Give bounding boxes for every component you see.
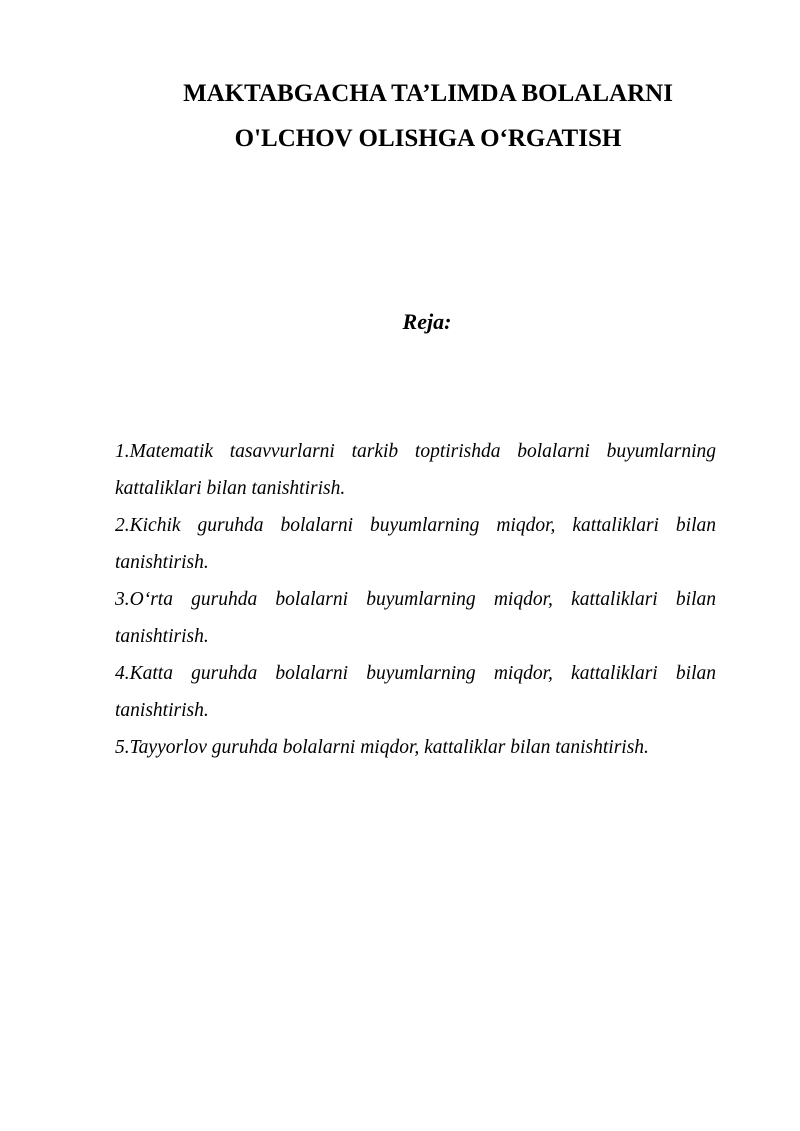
plan-item-4: 4.Katta guruhda bolalarni buyumlarning miqdor, kattaliklari bilan tanishtirish. <box>115 663 716 721</box>
plan-list <box>115 433 716 766</box>
document-title-line-1: MAKTABGACHA TA’LIMDA BOLALARNI <box>183 80 673 107</box>
plan-item-3: 3.O‘rta guruhda bolalarni buyumlarning miqdor, kattaliklari bilan tanishtirish. <box>115 589 716 647</box>
plan-item-1: 1.Matematik tasavvurlarni tarkib toptirishda bolalarni buyumlarning kattaliklari bilan tanishtirish. <box>115 441 716 499</box>
plan-item-2: 2.Kichik guruhda bolalarni buyumlarning miqdor, kattaliklari bilan tanishtirish. <box>115 515 716 573</box>
document-title-line-2: O'LCHOV OLISHGA O‘RGATISH <box>234 125 622 152</box>
plan-item-5: 5.Tayyorlov guruhda bolalarni miqdor, kattaliklar bilan tanishtirish. <box>115 737 649 758</box>
plan-heading: Reja: <box>402 309 452 334</box>
